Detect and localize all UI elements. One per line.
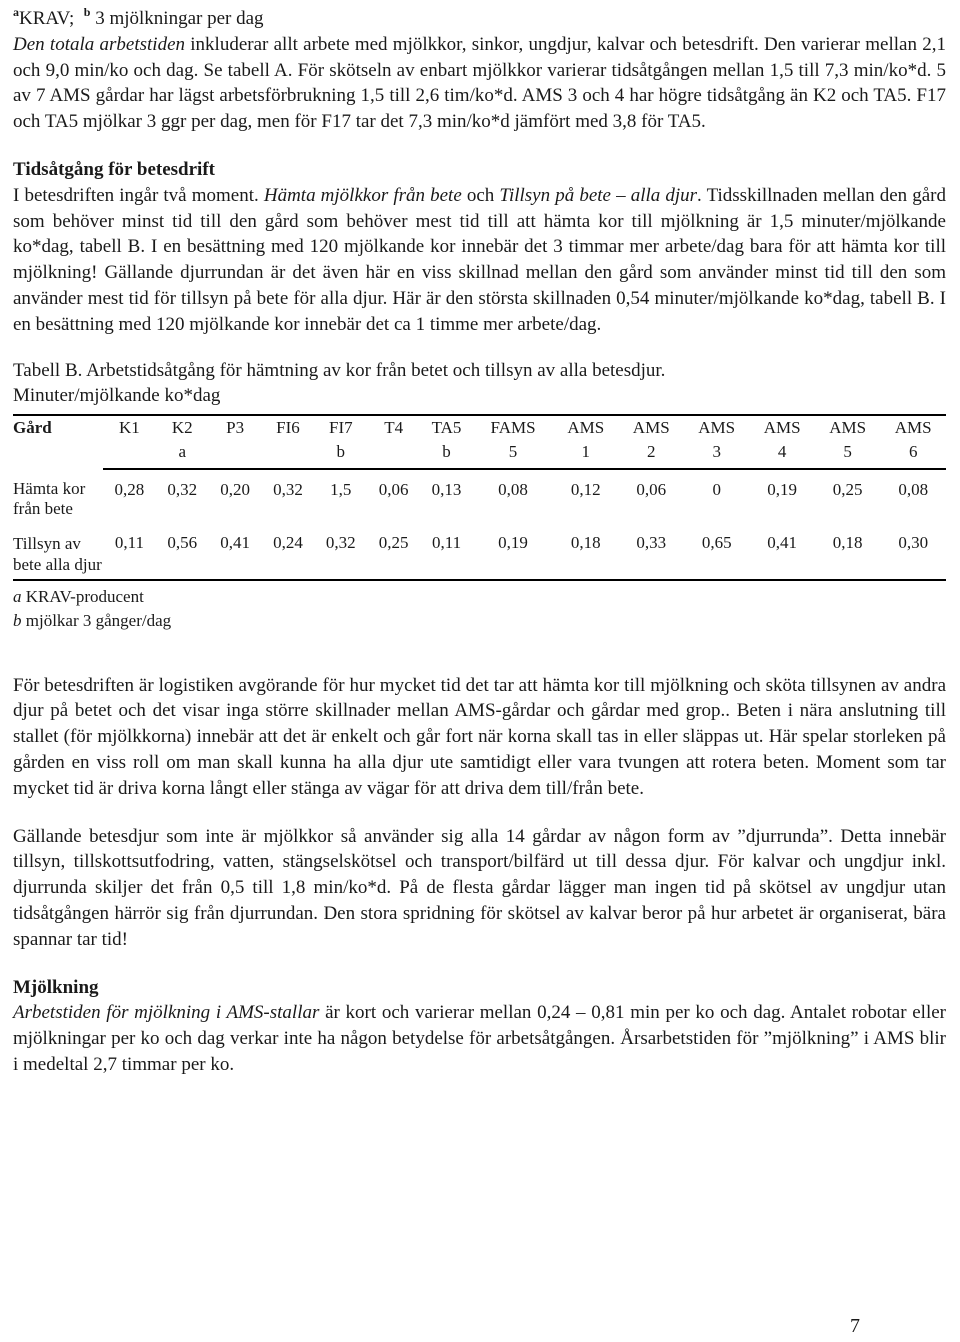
mjolkning-paragraph	[13, 1000, 946, 1077]
table-cell: 0,25	[832, 479, 863, 499]
table-cell: 0,32	[273, 479, 303, 499]
table-cell: 0,32	[167, 479, 198, 499]
table-col-header: AMS	[815, 415, 880, 442]
table-cell: 0,08	[898, 479, 929, 499]
table-col-subheader: 4	[749, 442, 814, 469]
mjolkning-emphasis: Arbetstiden för mjölkning i AMS-stallar	[13, 1002, 320, 1024]
table-col-subheader: b	[314, 442, 367, 469]
table-cell: 0,41	[209, 519, 262, 580]
footnote-line	[13, 6, 946, 32]
table-col-subheader: b	[420, 442, 473, 469]
table-note-b-text: mjölkar 3 gånger/dag	[21, 610, 172, 630]
table-col-header: AMS	[619, 415, 684, 442]
intro-paragraph	[13, 32, 946, 135]
table-col-subheader: 6	[880, 442, 946, 469]
table-cell: 0,11	[420, 519, 473, 580]
table-col-header: FI7	[314, 415, 367, 442]
table-row	[13, 469, 946, 519]
table-note-b-mark: b	[13, 610, 22, 630]
betesdrift-em-1: Hämta mjölkkor från bete	[263, 184, 462, 206]
table-cell: 0,32	[314, 519, 367, 580]
table-col-header: K1	[103, 415, 156, 442]
table-note-a-text: KRAV-producent	[21, 586, 144, 606]
intro-body: inkluderar allt arbete med mjölkkor, sinkor, ungdjur, kalvar och betesdrift. Den varierar mellan 2,1 och 9,0 min/ko och dag. Se tabell A. För skötseln av enbart mjölkkor varierar tidsåtgången mellan 1,5 till 7,3 min/ko*d. 5 av 7 AMS gårdar har lägst arbetsförbrukning 1,5 till 2,6 tim/ko*d. AMS 3 och 4 har högre tidsåtgång än K2 och TA5. F17 och TA5 mjölkar 3 ggr per dag, men för F17 tar det 7,3 min/ko*d jämfört med 3,8 för TA5.	[13, 33, 946, 133]
intro-emphasis: Den totala arbetstiden	[13, 33, 186, 55]
table-cell: 0	[712, 479, 721, 499]
document-page	[13, 0, 946, 1078]
table-row-label: Tillsyn av bete alla djur	[13, 519, 103, 580]
table-col-header: FAMS	[473, 415, 553, 442]
betesdrift-heading: Tidsåtgång för betesdrift	[13, 158, 215, 180]
table-note-a	[13, 585, 946, 609]
footnote-b-mark: b	[83, 5, 91, 19]
table-b	[13, 414, 946, 581]
table-col-header: AMS	[880, 415, 946, 442]
table-col-header: FI6	[262, 415, 315, 442]
table-col-header: K2	[156, 415, 209, 442]
betesdjur-paragraph: Gällande betesdjur som inte är mjölkkor så använder sig alla 14 gårdar av någon form av ”djurrunda”. Detta innebär tillsyn, tillskottsutfodring, vatten, stängselskötsel och transport/bilfärd ut till dessa djur. För kalvar och ungdjur inkl. djurrunda skiljer det från 0,5 till 1,8 min/ko*d. På de flesta gårdar lägger man ingen tid på skötsel av ungdjur utan tidsåtgången härrör sig från djurrundan. Den stora spridning för skötsel av kalvar beror på hur arbetet är organiserat, bära spannar tar tid!	[13, 825, 946, 950]
betesdrift-em-2: Tillsyn på bete – alla djur	[499, 184, 698, 206]
table-col-subheader: 5	[815, 442, 880, 469]
table-header-row	[13, 415, 946, 442]
table-caption-unit: Minuter/mjölkande ko*dag	[13, 384, 221, 406]
betesdrift-text-c: . Tidsskillnaden mellan den gård som behöver minst tid till den gård som behöver mest tid till att hämta kor till mjölkning är 1,5 minuter/mjölkande ko*dag, tabell B. I en besättning med 120 mjölkande kor innebär det 3 timmar mer arbete/dag bara för att hämta kor till mjölkning! Gällande djurrundan är det även här en viss skillnad mellan den gård som använder minst tid till den som använder mest tid för tillsyn på bete för alla djur. Här är den största skillnaden 0,54 minuter/mjölkande ko*dag, tabell B. I en besättning med 120 mjölkande kor innebär det ca 1 timme mer arbete/dag.	[13, 184, 947, 335]
table-col-header: AMS	[553, 415, 618, 442]
page-number: 7	[850, 1315, 860, 1337]
table-cell: 0,06	[378, 479, 409, 499]
table-cell: 0,11	[103, 519, 156, 580]
table-cell: 0,65	[684, 519, 749, 580]
table-col-header: AMS	[749, 415, 814, 442]
table-note-b	[13, 609, 946, 633]
table-col-subheader: 5	[473, 442, 553, 469]
table-cell: 0,20	[220, 479, 250, 499]
betesdrift-text-b: och	[461, 184, 500, 206]
table-col-subheader	[262, 442, 315, 469]
table-col-header: TA5	[420, 415, 473, 442]
table-note-a-mark: a	[13, 586, 22, 606]
table-cell: 0,41	[749, 519, 814, 580]
table-cell: 0,19	[767, 479, 798, 499]
table-cell: 0,56	[156, 519, 209, 580]
table-col-header: AMS	[684, 415, 749, 442]
table-caption: Tabell B. Arbetstidsåtgång för hämtning av kor från betet och tillsyn av alla betesdjur.	[13, 359, 666, 381]
table-cell: 0,08	[498, 479, 528, 499]
table-col-header: T4	[367, 415, 420, 442]
betesdrift-paragraph	[13, 183, 946, 338]
table-cell: 1,5	[330, 479, 352, 499]
footnote-b-text: 3 mjölkningar per dag	[95, 8, 264, 29]
table-cell: 0,28	[114, 479, 145, 499]
table-header-row-2	[13, 442, 946, 469]
table-col-subheader: a	[156, 442, 209, 469]
table-cell: 0,30	[880, 519, 946, 580]
table-col-header: P3	[209, 415, 262, 442]
table-cell: 0,13	[431, 479, 462, 499]
table-row	[13, 519, 946, 580]
table-col-subheader: 1	[553, 442, 618, 469]
footnote-a-text: KRAV;	[19, 8, 75, 29]
table-cell: 0,06	[636, 479, 667, 499]
table-cell: 0,19	[473, 519, 553, 580]
table-header-gard: Gård	[13, 415, 103, 469]
table-col-subheader	[209, 442, 262, 469]
table-cell: 0,25	[367, 519, 420, 580]
table-cell: 0,18	[553, 519, 618, 580]
table-notes	[13, 585, 946, 633]
logistics-paragraph: För betesdriften är logistiken avgörande för hur mycket tid det tar att hämta kor till mjölkning och sköta tillsynen av andra djur på betet och det visar inga större skillnader mellan AMS-gårdar och gårdar med grop.. Beten i nära anslutning till stallet (för mjölkkorna) innebär att det är enkelt och går fort när korna skall tas in eller släppas ut. Här spelar storleken på gården en viss roll om man skall kunna ha alla djur ute samtidigt eller vara tvungen att rotera beten. Moment som tar mycket tid är driva korna långt eller stänga av vägar för att driva dem till/från bete.	[13, 674, 946, 799]
mjolkning-body: är kort och varierar mellan 0,24 – 0,81 min per ko och dag. Antalet robotar eller mjölkningar per ko och dag verkar inte ha någon betydelse för arbetsåtgången. Årsarbetstiden för ”mjölkning” i AMS blir i medeltal 2,7 timmar per ko.	[13, 1002, 946, 1075]
table-col-subheader: 3	[684, 442, 749, 469]
table-body	[13, 469, 946, 580]
table-col-subheader	[103, 442, 156, 469]
mjolkning-heading: Mjölkning	[13, 976, 99, 998]
table-col-subheader	[367, 442, 420, 469]
table-cell: 0,24	[262, 519, 315, 580]
table-cell: 0,33	[619, 519, 684, 580]
table-cell: 0,18	[815, 519, 880, 580]
betesdrift-text-a: I betesdriften ingår två moment.	[13, 184, 264, 206]
table-row-label: Hämta kor från bete	[13, 478, 86, 518]
table-col-subheader: 2	[619, 442, 684, 469]
table-cell: 0,12	[570, 479, 601, 499]
footnote-a-mark: a	[13, 5, 19, 19]
